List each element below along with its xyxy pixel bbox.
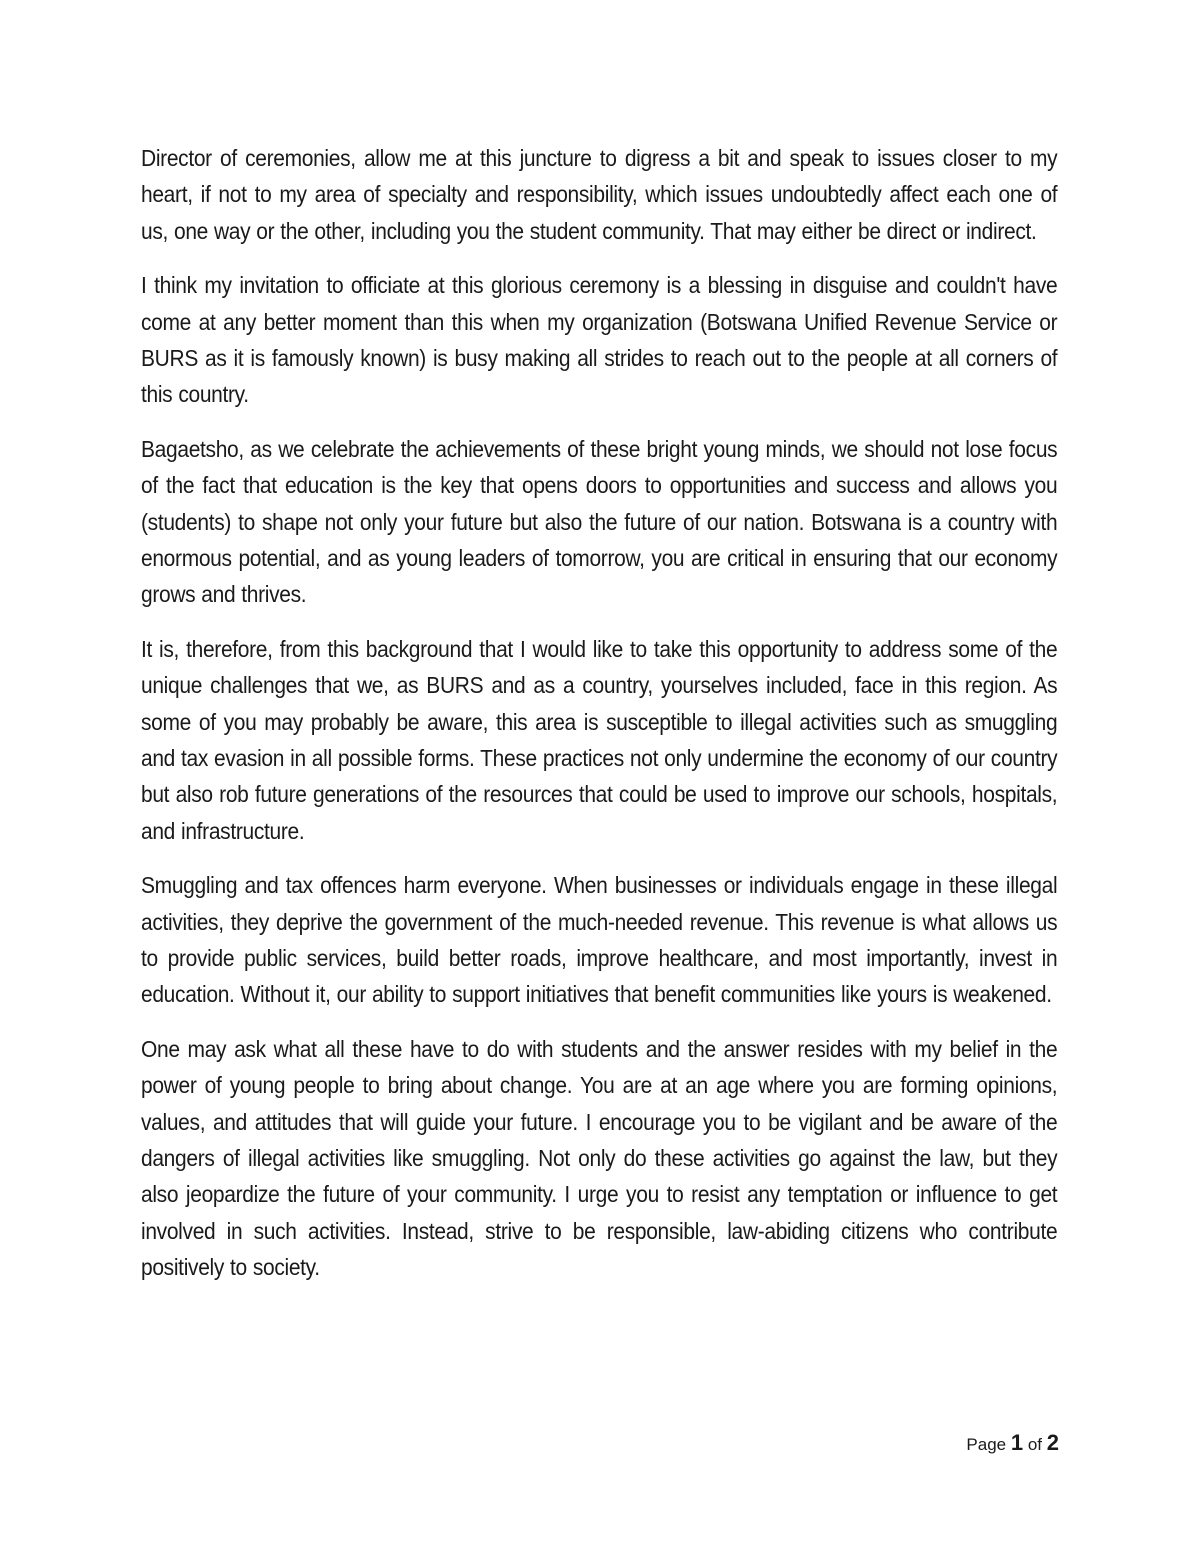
page-label: Page xyxy=(966,1435,1007,1454)
total-pages-number: 2 xyxy=(1046,1430,1059,1455)
document-body xyxy=(141,140,1057,1304)
paragraph-3: Bagaetsho, as we celebrate the achievements of these bright young minds, we should not lose focus of the fact that education is the key that opens doors to opportunities and success and allows you (students) to shape not only your future but also the future of our nation. Botswana is a country with enormous potential, and as young leaders of tomorrow, you are critical in ensuring that our economy grows and thrives. xyxy=(141,436,1058,608)
of-label: of xyxy=(1027,1435,1043,1454)
page-number-footer xyxy=(966,1430,1059,1456)
paragraph-5: Smuggling and tax offences harm everyone. When businesses or individuals engage in these illegal activities, they deprive the government of the much-needed revenue. This revenue is what allows us to provide public services, build better roads, improve healthcare, and most importantly, invest in education. Without it, our ability to support initiatives that benefit communities like yours is weakened. xyxy=(141,872,1058,1008)
paragraph-6: One may ask what all these have to do with students and the answer resides with my belief in the power of young people to bring about change. You are at an age where you are forming opinions, values, and attitudes that will guide your future. I encourage you to be vigilant and be aware of the dangers of illegal activities like smuggling. Not only do these activities go against the law, but they also jeopardize the future of your community. I urge you to resist any temptation or influence to get involved in such activities. Instead, strive to be responsible, law-abiding citizens who contribute positively to society. xyxy=(141,1036,1058,1280)
current-page-number: 1 xyxy=(1010,1430,1024,1455)
paragraph-1: Director of ceremonies, allow me at this juncture to digress a bit and speak to issues closer to my heart, if not to my area of specialty and responsibility, which issues undoubtedly affect each one of us, one way or the other, including you the student community. That may either be direct or indirect. xyxy=(141,145,1058,244)
paragraph-4: It is, therefore, from this background that I would like to take this opportunity to address some of the unique challenges that we, as BURS and as a country, yourselves included, face in this region. As some of you may probably be aware, this area is susceptible to illegal activities such as smuggling and tax evasion in all possible forms. These practices not only undermine the economy of our country but also rob future generations of the resources that could be used to improve our schools, hospitals, and infrastructure. xyxy=(141,636,1058,844)
paragraph-2: I think my invitation to officiate at this glorious ceremony is a blessing in disguise and couldn't have come at any better moment than this when my organization (Botswana Unified Revenue Service or BURS as it is famously known) is busy making all strides to reach out to the people at all corners of this country. xyxy=(141,272,1058,408)
